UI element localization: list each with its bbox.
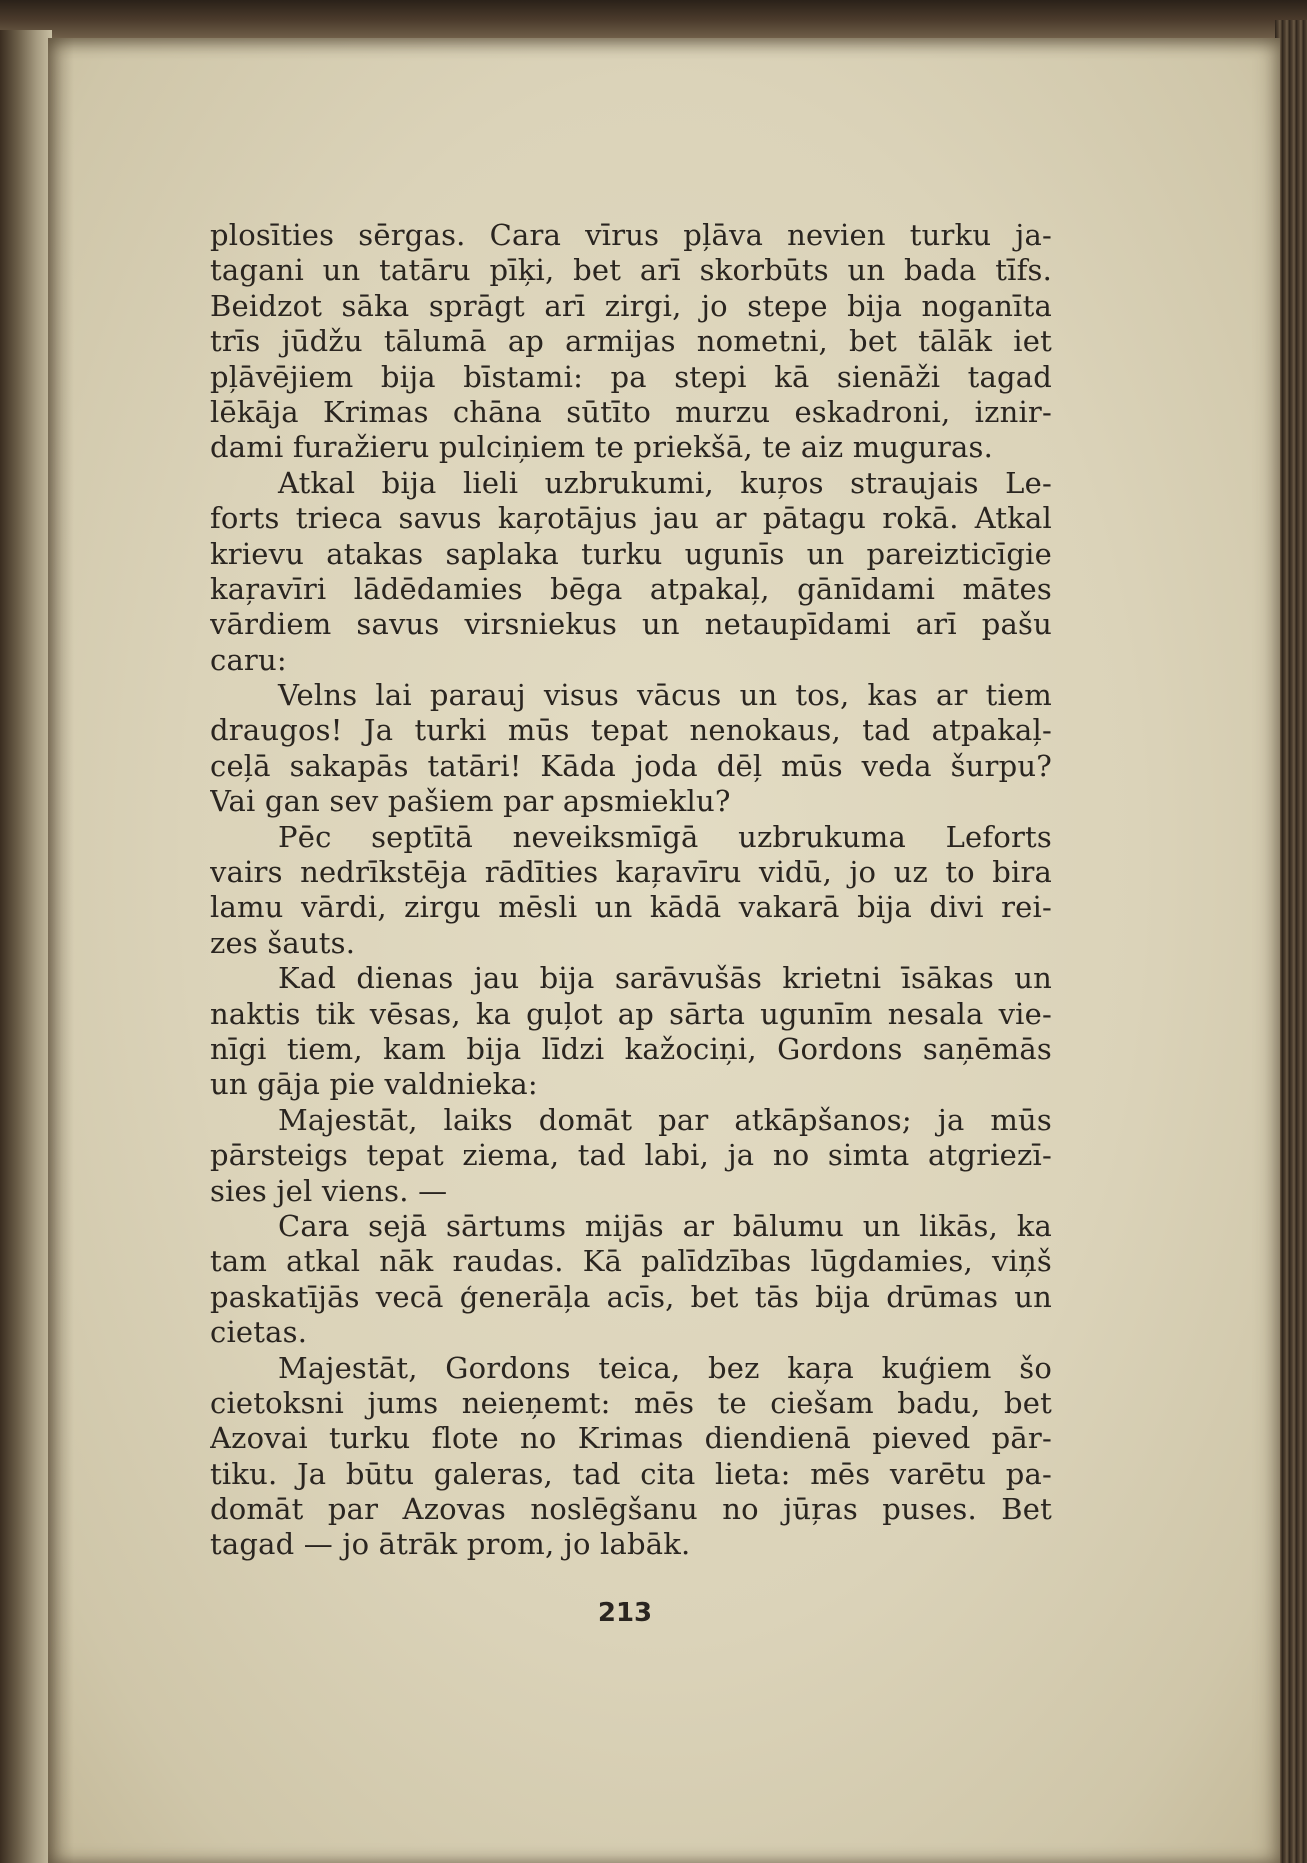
text-line: draugos! Ja turki mūs tepat nenokaus, tad atpakaļ-	[210, 713, 1052, 748]
text-line: cietoksni jums neieņemt: mēs te ciešam badu, bet	[210, 1385, 1052, 1420]
text-line: cietas.	[210, 1315, 308, 1350]
text-line: vairs nedrīkstēja rādīties kaŗavīru vidū, jo uz to bira	[210, 855, 1052, 890]
text-line: zes šauts.	[210, 925, 356, 960]
text-line: dami furažieru pulciņiem te priekšā, te aiz muguras.	[210, 430, 993, 465]
text-line: Beidzot sāka sprāgt arī zirgi, jo stepe bija noganīta	[210, 288, 1052, 323]
text-line: Azovai turku flote no Krimas diendienā pieved pār-	[210, 1421, 1052, 1456]
text-line: Cara sejā sārtums mijās ar bālumu un likās, ka	[278, 1208, 1052, 1243]
book-spine-edge	[0, 30, 52, 1863]
text-line: Majestāt, Gordons teica, bez kaŗa kuģiem šo	[278, 1350, 1052, 1385]
text-line: vārdiem savus virsniekus un netaupīdami arī pašu	[210, 607, 1052, 642]
text-line: ceļā sakapās tatāri! Kāda joda dēļ mūs veda šurpu?	[210, 748, 1052, 783]
text-line: tiku. Ja būtu galeras, tad cita lieta: mēs varētu pa-	[210, 1456, 1052, 1491]
text-line: tagani un tatāru pīķi, bet arī skorbūts un bada tīfs.	[210, 253, 1052, 288]
text-line: Vai gan sev pašiem par apsmieklu?	[210, 784, 731, 819]
text-line: pārsteigs tepat ziema, tad labi, ja no simta atgriezī-	[210, 1138, 1052, 1173]
text-line: naktis tik vēsas, ka guļot ap sārta ugunīm nesala vie-	[210, 996, 1052, 1031]
text-line: sies jel viens. —	[210, 1173, 448, 1208]
text-line: tagad — jo ātrāk prom, jo labāk.	[210, 1527, 691, 1562]
text-line: paskatījās vecā ģenerāļa acīs, bet tās bija drūmas un	[210, 1279, 1052, 1314]
text-line: krievu atakas saplaka turku ugunīs un pareizticīgie	[210, 536, 1052, 571]
text-line: trīs jūdžu tālumā ap armijas nometni, bet tālāk iet	[210, 324, 1052, 359]
text-line: un gāja pie valdnieka:	[210, 1067, 538, 1102]
text-line: pļāvējiem bija bīstami: pa stepi kā sienāži tagad	[210, 359, 1052, 394]
text-line: Kad dienas jau bija sarāvušās krietni īsākas un	[278, 961, 1052, 996]
text-line: plosīties sērgas. Cara vīrus pļāva nevien turku ja-	[210, 218, 1052, 252]
text-line: Majestāt, laiks domāt par atkāpšanos; ja mūs	[278, 1102, 1052, 1137]
text-line: lēkāja Krimas chāna sūtīto murzu eskadroni, iznir-	[210, 394, 1052, 429]
text-line: Velns lai parauj visus vācus un tos, kas ar tiem	[278, 678, 1052, 713]
body-text	[210, 218, 1052, 1563]
text-line: nīgi tiem, kam bija līdzi kažociņi, Gordons saņēmās	[210, 1031, 1052, 1066]
text-line: tam atkal nāk raudas. Kā palīdzības lūgdamies, viņš	[210, 1244, 1052, 1279]
page-number: 213	[597, 1598, 653, 1628]
text-line: forts trieca savus kaŗotājus jau ar pātagu rokā. Atkal	[210, 501, 1052, 536]
text-line: lamu vārdi, zirgu mēsli un kādā vakarā bija divi rei-	[210, 890, 1052, 925]
text-line: kaŗavīri lādēdamies bēga atpakaļ, gānīdami mātes	[210, 571, 1052, 606]
page-gutter-shadow	[48, 38, 74, 1863]
text-line: caru:	[210, 642, 287, 677]
text-line: domāt par Azovas noslēgšanu no jūŗas puses. Bet	[210, 1492, 1052, 1527]
text-line: Atkal bija lieli uzbrukumi, kuŗos straujais Le-	[278, 465, 1052, 500]
text-line: Pēc septītā neveiksmīgā uzbrukuma Leforts	[278, 819, 1052, 854]
